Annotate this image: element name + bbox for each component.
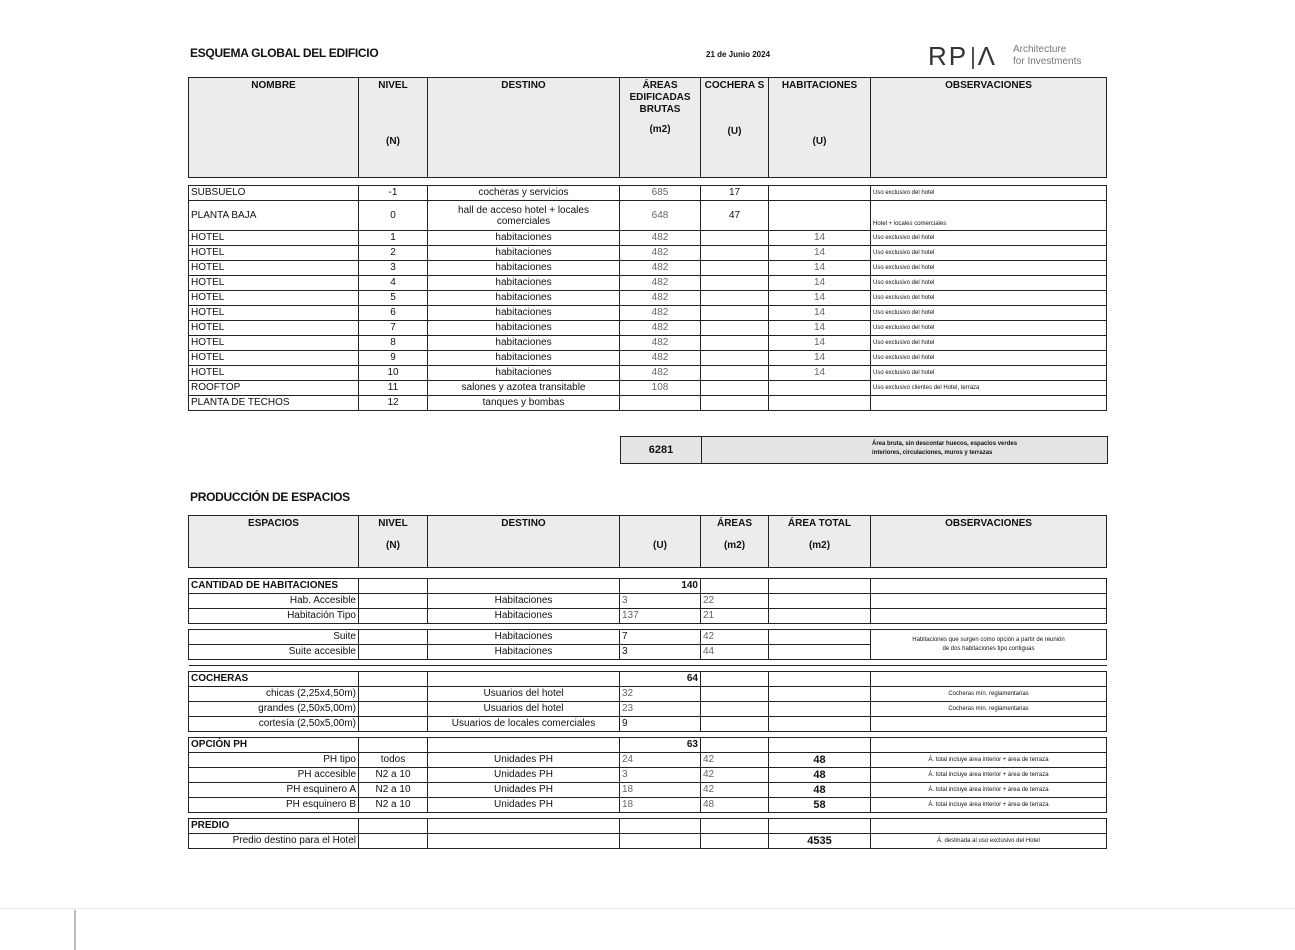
table-row <box>189 336 1107 351</box>
cell-cocheras <box>701 321 769 336</box>
section-row-cocheras: COCHERAS 64 <box>189 672 1107 687</box>
table-row <box>189 261 1107 276</box>
cell-cocheras <box>701 306 769 321</box>
cell-nombre: HOTEL <box>189 291 359 306</box>
cell-hab: 14 <box>769 276 871 291</box>
table-row: PH esquinero A N2 a 10 Unidades PH 18 42 48 Á. total incluye área interior + área de terraza <box>189 783 1107 798</box>
table-row <box>189 291 1107 306</box>
header-cell: DESTINO <box>428 516 620 568</box>
total-area-box <box>620 436 1108 464</box>
table-row <box>189 276 1107 291</box>
footer-divider <box>0 908 1295 909</box>
header-cell: OBSERVACIONES <box>871 78 1107 178</box>
table-row: Hab. Accesible Habitaciones 3 22 <box>189 594 1107 609</box>
cell-area: 482 <box>620 246 701 261</box>
cell-destino: habitaciones <box>428 321 620 336</box>
cell-hab: 14 <box>769 231 871 246</box>
table-row: grandes (2,50x5,00m) Usuarios del hotel 23 Cocheras mín. reglamentarias <box>189 702 1107 717</box>
cell-area: 482 <box>620 291 701 306</box>
cell-cocheras <box>701 396 769 411</box>
cell-area <box>620 396 701 411</box>
header-cell: ESPACIOS <box>189 516 359 568</box>
logo-mark: RP Λ <box>928 40 997 71</box>
section-row-predio: PREDIO <box>189 819 1107 834</box>
cell-nombre: HOTEL <box>189 306 359 321</box>
cell-destino: salones y azotea transitable <box>428 381 620 396</box>
header-cell: COCHERA S (U) <box>701 78 769 178</box>
table-row: Predio destino para el Hotel 4535 Á. destinada al uso exclusivo del Hotel <box>189 834 1107 849</box>
cell-cocheras <box>701 351 769 366</box>
cell-nivel: 11 <box>359 381 428 396</box>
cell-cocheras <box>701 336 769 351</box>
cell-cocheras: 17 <box>701 186 769 201</box>
cell-area: 108 <box>620 381 701 396</box>
cell-hab: 14 <box>769 336 871 351</box>
cell-nivel: 1 <box>359 231 428 246</box>
cell-hab: 14 <box>769 351 871 366</box>
cell-destino: tanques y bombas <box>428 396 620 411</box>
cell-nombre: PLANTA DE TECHOS <box>189 396 359 411</box>
cell-destino: habitaciones <box>428 366 620 381</box>
cocheras-total: 64 <box>620 672 701 687</box>
table-row <box>189 366 1107 381</box>
section-title: PRODUCCIÓN DE ESPACIOS <box>190 490 350 504</box>
cell-destino: habitaciones <box>428 306 620 321</box>
cell-obs: Uso exclusivo clientes del Hotel, terraza <box>871 381 1107 396</box>
page-title: ESQUEMA GLOBAL DEL EDIFICIO <box>190 46 379 60</box>
table-row: cortesía (2,50x5,00m) Usuarios de locales comerciales 9 <box>189 717 1107 732</box>
header-cell: ÁREA TOTAL (m2) <box>769 516 871 568</box>
cell-nivel: 3 <box>359 261 428 276</box>
section-row-ph: OPCIÓN PH 63 <box>189 738 1107 753</box>
cell-area: 482 <box>620 306 701 321</box>
header-cell: DESTINO <box>428 78 620 178</box>
cell-cocheras <box>701 231 769 246</box>
cell-hab: 14 <box>769 246 871 261</box>
hab-total: 140 <box>620 579 701 594</box>
table-row: PH tipo todos Unidades PH 24 42 48 Á. total incluye área interior + área de terraza <box>189 753 1107 768</box>
cell-hab <box>769 381 871 396</box>
table-row <box>189 201 1107 231</box>
cell-area: 482 <box>620 351 701 366</box>
cell-nombre: HOTEL <box>189 336 359 351</box>
cell-area: 482 <box>620 261 701 276</box>
cell-nombre: SUBSUELO <box>189 186 359 201</box>
cell-area: 648 <box>620 201 701 231</box>
cell-obs: Uso exclusivo del hotel <box>871 276 1107 291</box>
cell-nombre: HOTEL <box>189 351 359 366</box>
header-cell: NIVEL (N) <box>359 78 428 178</box>
cell-area: 482 <box>620 366 701 381</box>
cell-hab: 14 <box>769 306 871 321</box>
cell-destino: habitaciones <box>428 276 620 291</box>
cell-nivel: 2 <box>359 246 428 261</box>
cell-nombre: HOTEL <box>189 231 359 246</box>
cell-nivel: 0 <box>359 201 428 231</box>
table-row: chicas (2,25x4,50m) Usuarios del hotel 32 Cocheras mín. reglamentarias <box>189 687 1107 702</box>
header-cell: NIVEL (N) <box>359 516 428 568</box>
cell-nombre: HOTEL <box>189 276 359 291</box>
table-row: PH esquinero B N2 a 10 Unidades PH 18 48 58 Á. total incluye área interior + área de terraza <box>189 798 1107 813</box>
cell-obs: Uso exclusivo del hotel <box>871 186 1107 201</box>
cell-hab <box>769 186 871 201</box>
cell-obs: Uso exclusivo del hotel <box>871 291 1107 306</box>
cell-nombre: PLANTA BAJA <box>189 201 359 231</box>
cell-nivel: 5 <box>359 291 428 306</box>
cell-obs: Uso exclusivo del hotel <box>871 261 1107 276</box>
cell-nombre: ROOFTOP <box>189 381 359 396</box>
cell-destino: habitaciones <box>428 291 620 306</box>
table-row <box>189 246 1107 261</box>
cell-nivel: 7 <box>359 321 428 336</box>
suite-observation: Habitaciones que surgen como opción a partir de reunión de dos habitaciones tipo contiguas <box>871 630 1107 660</box>
cell-obs: Uso exclusivo del hotel <box>871 366 1107 381</box>
cell-cocheras <box>701 246 769 261</box>
header-cell: HABITACIONES (U) <box>769 78 871 178</box>
table-row <box>189 351 1107 366</box>
header-cell: NOMBRE <box>189 78 359 178</box>
cell-hab: 14 <box>769 261 871 276</box>
table-row: Suite Habitaciones 7 42 Habitaciones que surgen como opción a partir de reunión de dos habitaciones tipo contiguas <box>189 630 1107 645</box>
table-row <box>189 396 1107 411</box>
table-building-header <box>188 77 1107 178</box>
total-area-value: 6281 <box>621 437 702 463</box>
cell-nivel: 6 <box>359 306 428 321</box>
footer-mark <box>74 910 76 950</box>
cell-cocheras: 47 <box>701 201 769 231</box>
total-area-note: Área bruta, sin descontar huecos, espacios verdes interiores, circulaciones, muros y terrazas <box>872 441 1018 456</box>
section-row-habitaciones: CANTIDAD DE HABITACIONES 140 <box>189 579 1107 594</box>
table-spaces <box>188 578 1107 849</box>
cell-area: 685 <box>620 186 701 201</box>
header-cell: (U) <box>620 516 701 568</box>
table-row: PH accesible N2 a 10 Unidades PH 3 42 48 Á. total incluye área interior + área de terraza <box>189 768 1107 783</box>
cell-nivel: 8 <box>359 336 428 351</box>
cell-obs: Uso exclusivo del hotel <box>871 321 1107 336</box>
cell-nombre: HOTEL <box>189 261 359 276</box>
cell-destino: habitaciones <box>428 231 620 246</box>
cell-nivel: -1 <box>359 186 428 201</box>
cell-hab: 14 <box>769 366 871 381</box>
cell-nombre: HOTEL <box>189 246 359 261</box>
table-row <box>189 231 1107 246</box>
cell-area: 482 <box>620 231 701 246</box>
table-spaces-header <box>188 515 1107 568</box>
cell-obs: Uso exclusivo del hotel <box>871 246 1107 261</box>
logo <box>928 40 1081 72</box>
cell-cocheras <box>701 291 769 306</box>
cell-destino: habitaciones <box>428 246 620 261</box>
cell-destino: habitaciones <box>428 261 620 276</box>
table-row <box>189 381 1107 396</box>
cell-obs: Uso exclusivo del hotel <box>871 351 1107 366</box>
table-row <box>189 321 1107 336</box>
cell-hab: 14 <box>769 291 871 306</box>
cell-hab <box>769 201 871 231</box>
cell-nivel: 9 <box>359 351 428 366</box>
cell-nombre: HOTEL <box>189 321 359 336</box>
cell-nivel: 4 <box>359 276 428 291</box>
header-cell: ÁREAS (m2) <box>701 516 769 568</box>
cell-hab <box>769 396 871 411</box>
cell-cocheras <box>701 261 769 276</box>
cell-nombre: HOTEL <box>189 366 359 381</box>
cell-obs: Uso exclusivo del hotel <box>871 336 1107 351</box>
table-row: Suite accesible Habitaciones 3 44 <box>189 645 1107 660</box>
cell-area: 482 <box>620 321 701 336</box>
table-row: Habitación Tipo Habitaciones 137 21 <box>189 609 1107 624</box>
logo-tagline: Architecture for Investments <box>1013 44 1082 67</box>
cell-obs: Uso exclusivo del hotel <box>871 306 1107 321</box>
cell-obs: Hotel + locales comerciales <box>871 201 1107 231</box>
header-cell: OBSERVACIONES <box>871 516 1107 568</box>
table-row <box>189 306 1107 321</box>
cell-destino: habitaciones <box>428 351 620 366</box>
cell-obs <box>871 396 1107 411</box>
cell-cocheras <box>701 366 769 381</box>
cell-hab: 14 <box>769 321 871 336</box>
cell-nivel: 10 <box>359 366 428 381</box>
cell-nivel: 12 <box>359 396 428 411</box>
table-building <box>188 185 1107 411</box>
document-date: 21 de Junio 2024 <box>706 50 771 59</box>
cell-cocheras <box>701 276 769 291</box>
cell-obs: Uso exclusivo del hotel <box>871 231 1107 246</box>
header-cell: ÁREAS EDIFICADAS BRUTAS (m2) <box>620 78 701 178</box>
table-row <box>189 186 1107 201</box>
cell-destino: hall de acceso hotel + locales comerciales <box>428 201 620 231</box>
cell-area: 482 <box>620 336 701 351</box>
ph-total: 63 <box>620 738 701 753</box>
cell-area: 482 <box>620 276 701 291</box>
cell-destino: cocheras y servicios <box>428 186 620 201</box>
cell-cocheras <box>701 381 769 396</box>
cell-destino: habitaciones <box>428 336 620 351</box>
